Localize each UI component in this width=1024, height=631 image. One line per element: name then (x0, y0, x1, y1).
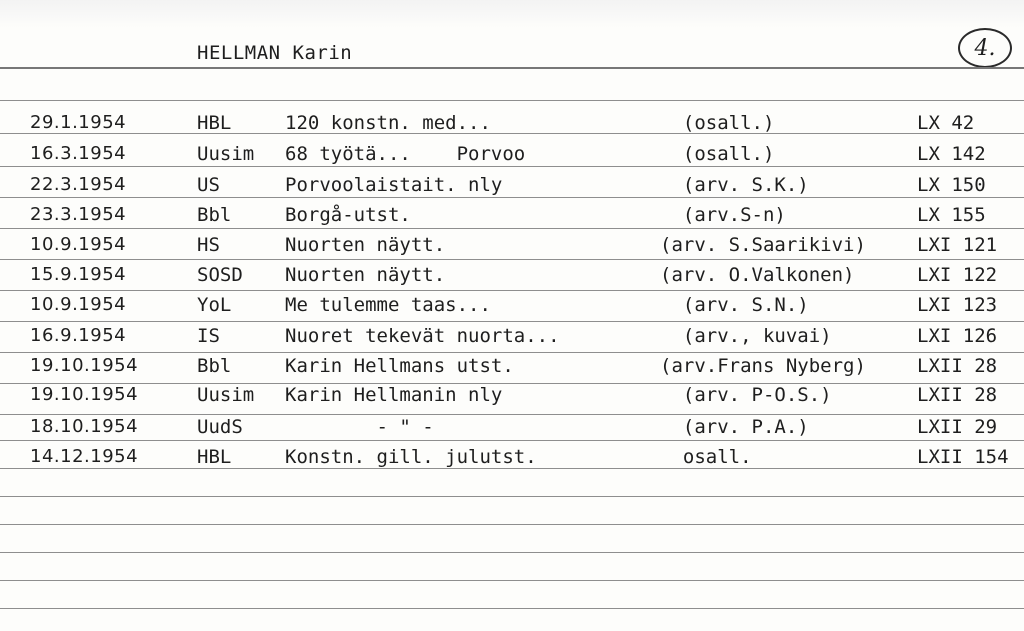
entry-source: US (197, 174, 220, 196)
entry-title: Nuorten näytt. (285, 264, 446, 286)
entry-ref: LXI 126 (917, 325, 998, 347)
entry-title: - " - (285, 416, 434, 438)
entry-date: 10.9.1954 (30, 234, 127, 255)
entry-row (0, 234, 1024, 262)
entry-title: Nuorten näytt. (285, 234, 446, 256)
entry-title: 120 konstn. med... (285, 112, 491, 134)
entry-title: Karin Hellmans utst. (285, 355, 514, 377)
entry-date: 16.3.1954 (30, 143, 127, 164)
ruled-line (0, 414, 1024, 415)
ruled-line (0, 580, 1024, 581)
entry-ref: LXI 122 (917, 264, 998, 286)
entry-ref: LX 150 (917, 174, 986, 196)
entry-note: (arv. O.Valkonen) (660, 264, 855, 286)
entry-date: 18.10.1954 (30, 416, 139, 437)
entry-date: 22.3.1954 (30, 174, 127, 195)
ruled-line (0, 496, 1024, 497)
entry-date: 16.9.1954 (30, 325, 127, 346)
entry-date: 23.3.1954 (30, 204, 127, 225)
entry-source: YoL (197, 294, 232, 316)
entry-row (0, 174, 1024, 202)
entry-note: (arv. S.Saarikivi) (660, 234, 866, 256)
entry-source: HBL (197, 112, 232, 134)
entry-source: HBL (197, 446, 232, 468)
ruled-line (0, 608, 1024, 609)
entry-note: (arv.S-n) (660, 204, 786, 226)
entry-title: Porvoolaistait. nly (285, 174, 503, 196)
card-number: 4. (974, 35, 996, 61)
ruled-line (0, 552, 1024, 553)
entry-source: SOSD (197, 264, 243, 286)
entry-source: Uusim (197, 384, 255, 406)
ruled-line (0, 524, 1024, 525)
entry-note: (arv. S.K.) (660, 174, 809, 196)
entry-date: 19.10.1954 (30, 384, 139, 405)
entry-source: IS (197, 325, 220, 347)
card-number-circle (958, 28, 1012, 68)
entry-row (0, 384, 1024, 412)
entry-date: 29.1.1954 (30, 112, 127, 133)
entry-row (0, 204, 1024, 232)
entry-ref: LXII 29 (917, 416, 998, 438)
entry-note: osall. (660, 446, 752, 468)
entry-ref: LX 142 (917, 143, 986, 165)
entry-title: Konstn. gill. julutst. (285, 446, 537, 468)
entry-date: 19.10.1954 (30, 355, 139, 376)
entry-row (0, 325, 1024, 353)
entry-source: UudS (197, 416, 243, 438)
entry-title: Nuoret tekevät nuorta... (285, 325, 560, 347)
entry-ref: LXI 123 (917, 294, 998, 316)
entry-note: (arv. S.N.) (660, 294, 809, 316)
ruled-line (0, 100, 1024, 101)
entry-source: Bbl (197, 204, 232, 226)
entry-date: 14.12.1954 (30, 446, 139, 467)
entry-ref: LX 155 (917, 204, 986, 226)
entry-note: (osall.) (660, 143, 775, 165)
entry-source: HS (197, 234, 220, 256)
entry-row (0, 416, 1024, 444)
entry-title: Me tulemme taas... (285, 294, 491, 316)
entry-note: (arv. P.A.) (660, 416, 809, 438)
entry-source: Uusim (197, 143, 255, 165)
card-name-heading: HELLMAN Karin (197, 42, 353, 64)
entry-source: Bbl (197, 355, 232, 377)
entry-date: 10.9.1954 (30, 294, 127, 315)
header-rule (0, 67, 1024, 69)
entry-ref: LXI 121 (917, 234, 998, 256)
entry-ref: LXII 28 (917, 384, 998, 406)
entry-title: Karin Hellmanin nly (285, 384, 503, 406)
entry-title: 68 työtä... Porvoo (285, 143, 526, 165)
entry-row (0, 355, 1024, 383)
entry-row (0, 264, 1024, 292)
card-top-shading (0, 0, 1024, 28)
entry-ref: LX 42 (917, 112, 975, 134)
entry-note: (arv., kuvai) (660, 325, 832, 347)
entry-ref: LXII 28 (917, 355, 998, 377)
entry-row (0, 294, 1024, 322)
entry-row (0, 143, 1024, 171)
entry-date: 15.9.1954 (30, 264, 127, 285)
entry-title: Borgå-utst. (285, 204, 411, 226)
entry-note: (arv. P-O.S.) (660, 384, 832, 406)
entry-row (0, 446, 1024, 474)
entry-note: (arv.Frans Nyberg) (660, 355, 866, 377)
entry-ref: LXII 154 (917, 446, 1009, 468)
entry-note: (osall.) (660, 112, 775, 134)
entry-row (0, 112, 1024, 140)
